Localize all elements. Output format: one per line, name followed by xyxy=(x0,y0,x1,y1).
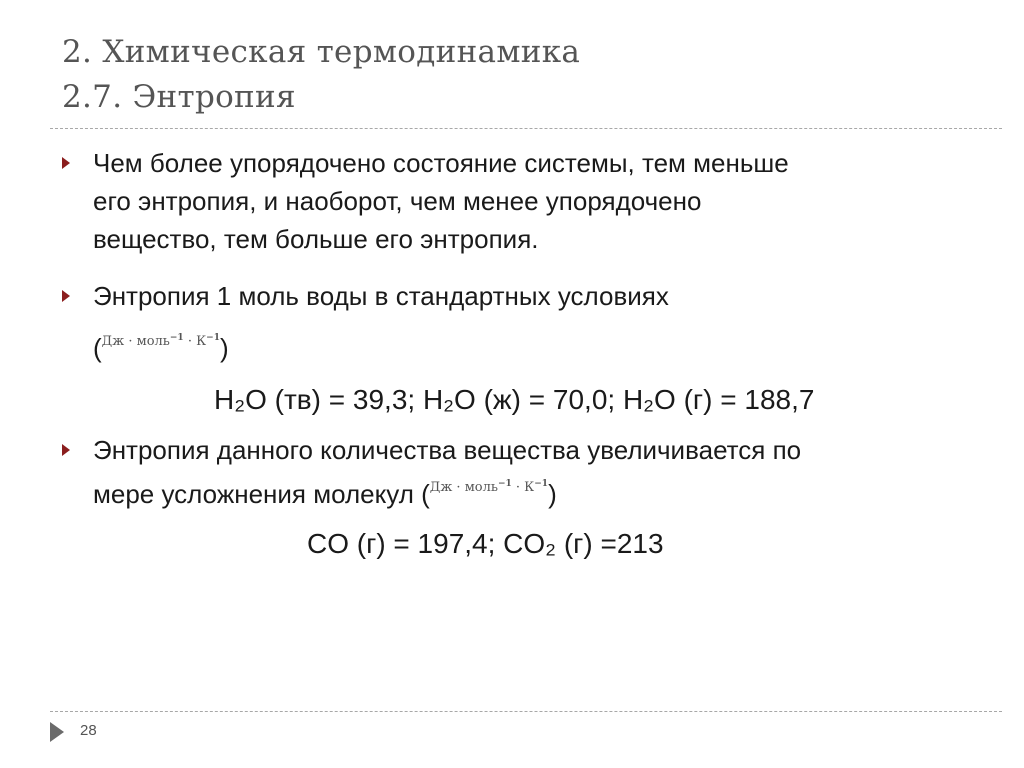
unit-exponent-2: −1 xyxy=(206,333,220,343)
footer-arrow-icon xyxy=(50,722,64,742)
page-number: 28 xyxy=(80,722,97,739)
unit-base-1: Дж · моль xyxy=(101,334,170,349)
bullet-1-line-1: Чем более упорядочено состояние системы, тем меньше xyxy=(93,148,789,178)
bullet-3-line-1: Энтропия данного количества вещества увеличивается по xyxy=(93,435,802,465)
bullet-marker-icon xyxy=(62,290,70,302)
formula-water-entropy: H₂O (тв) = 39,3; H₂O (ж) = 70,0; H₂O (г) = 188,7 xyxy=(214,384,815,415)
bullet-1-line-3: вещество, тем больше его энтропия. xyxy=(93,224,539,254)
title-line-section: 2.7. Энтропия xyxy=(62,79,296,115)
bullet-3-line-2 xyxy=(93,469,801,513)
bullet-1-line-2: его энтропия, и наоборот, чем менее упорядочено xyxy=(93,186,702,216)
bullet-2-line-1: Энтропия 1 моль воды в стандартных условиях xyxy=(93,281,669,311)
close-paren: ) xyxy=(548,479,557,509)
unit-expression xyxy=(430,469,548,507)
title-divider xyxy=(50,128,1002,129)
slide-title xyxy=(62,30,580,120)
open-paren: ( xyxy=(93,333,102,363)
bullet-2-units-line xyxy=(93,323,669,367)
unit-base-1: Дж · моль xyxy=(429,480,498,495)
bullet-marker-icon xyxy=(62,157,70,169)
unit-base-2: · К xyxy=(183,334,207,349)
formula-carbon-oxides-entropy: CO (г) = 197,4; CO₂ (г) =213 xyxy=(307,528,664,559)
title-line-chapter: 2. Химическая термодинамика xyxy=(62,34,581,70)
bullet-1-text xyxy=(93,144,789,258)
bullet-3-text xyxy=(93,431,801,513)
unit-expression xyxy=(102,323,220,361)
unit-exponent-1: −1 xyxy=(169,333,184,343)
unit-exponent-1: −1 xyxy=(497,479,512,489)
footer-divider xyxy=(50,711,1002,712)
bullet-2-text xyxy=(93,277,669,367)
bullet-3-line-2-text: мере усложнения молекул ( xyxy=(93,479,430,509)
unit-exponent-2: −1 xyxy=(534,479,549,489)
unit-base-2: · К xyxy=(511,480,535,495)
close-paren: ) xyxy=(219,333,229,363)
bullet-marker-icon xyxy=(62,444,70,456)
